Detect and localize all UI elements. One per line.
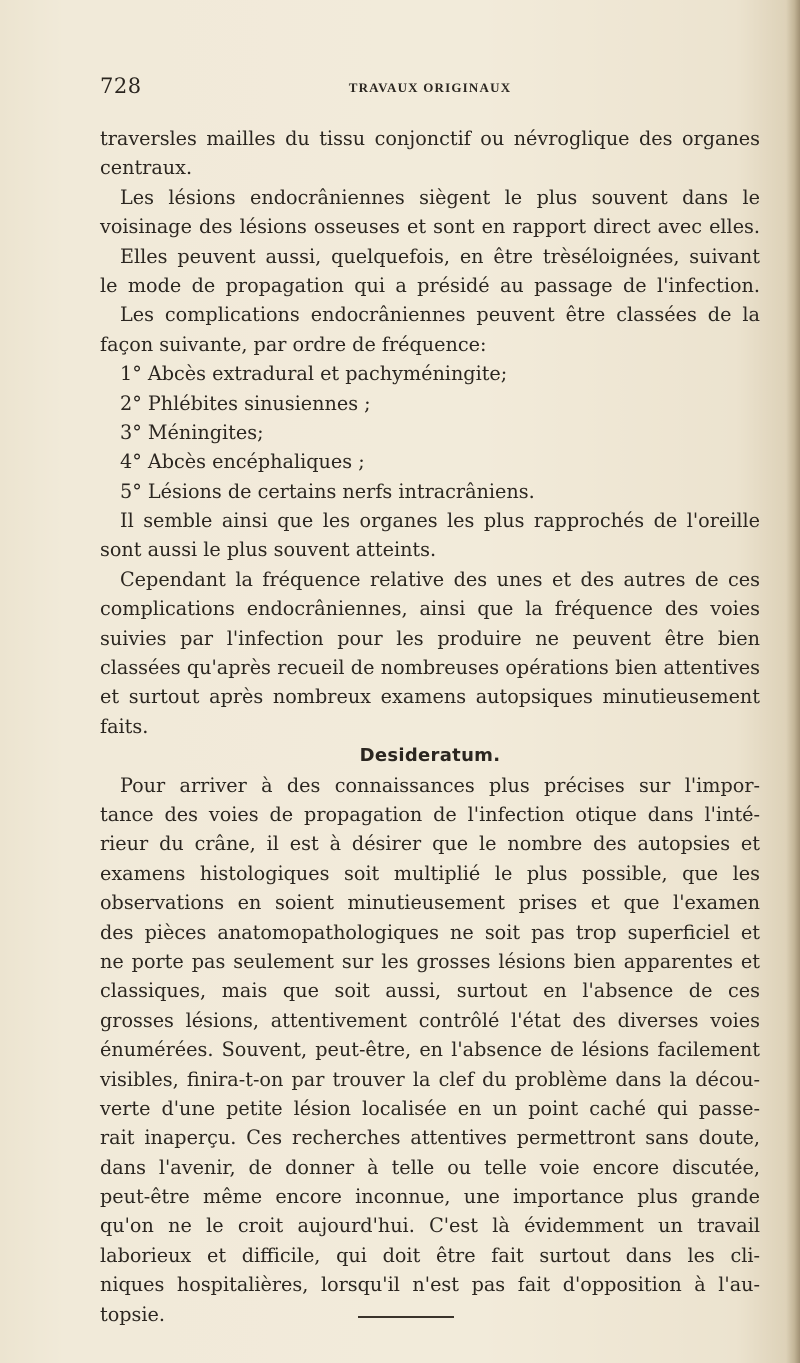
text-line: examens histologiques soit multiplié le plus possible, que les <box>100 861 760 885</box>
page-edge-shadow <box>786 0 800 1363</box>
text-line: laborieux et difficile, qui doit être fait surtout dans les cli- <box>100 1243 760 1267</box>
text-line: classées qu'après recueil de nombreuses opérations bien attentives <box>100 656 760 680</box>
text-line: ne porte pas seulement sur les grosses lésions bien apparentes et <box>100 949 760 973</box>
text-line: peut-être même encore inconnue, une importance plus grande <box>100 1185 760 1209</box>
text-line: grosses lésions, attentivement contrôlé l'état des diverses voies <box>100 1008 760 1032</box>
text-line: Elles peuvent aussi, quelquefois, en être trèséloignées, suivant <box>120 244 760 268</box>
text-line: visibles, finira-t-on par trouver la clef du problème dans la décou- <box>100 1067 760 1091</box>
text-line: suivies par l'infection pour les produire ne peuvent être bien <box>100 626 760 650</box>
list-item: 2° Phlébites sinusiennes ; <box>120 391 371 415</box>
running-head: TRAVAUX ORIGINAUX <box>348 80 512 95</box>
text-line: tance des voies de propagation de l'infection otique dans l'inté- <box>100 802 760 826</box>
page-number: 728 <box>100 74 142 98</box>
text-line: traversles mailles du tissu conjonctif ou névroglique des organes <box>100 127 760 150</box>
text-line: Les complications endocrâniennes peuvent être classées de la <box>120 303 760 327</box>
text-line: des pièces anatomopathologiques ne soit pas trop superficiel et <box>100 920 760 944</box>
text-line: faits. <box>100 714 149 738</box>
text-line: rait inaperçu. Ces recherches attentives permettront sans doute, <box>100 1126 760 1150</box>
text-line: niques hospitalières, lorsqu'il n'est pas fait d'opposition à l'au- <box>100 1273 760 1297</box>
text-line: voisinage des lésions osseuses et sont en rapport direct avec elles. <box>100 215 760 239</box>
text-line: énumérées. Souvent, peut-être, en l'absence de lésions facilement <box>100 1038 760 1062</box>
list-item: 3° Méningites; <box>120 420 264 444</box>
text-line: façon suivante, par ordre de fréquence: <box>100 332 487 356</box>
text-line: rieur du crâne, il est à désirer que le nombre des autopsies et <box>100 832 760 856</box>
text-line: observations en soient minutieusement prises et que l'examen <box>100 891 760 915</box>
text-line: centraux. <box>100 156 193 180</box>
page-header <box>100 74 760 104</box>
list-item: 5° Lésions de certains nerfs intracrâniens. <box>120 479 535 503</box>
text-line: Les lésions endocrâniennes siègent le plus souvent dans le <box>120 185 760 209</box>
text-line: verte d'une petite lésion localisée en un point caché qui passe- <box>100 1096 760 1120</box>
text-line: topsie. <box>100 1302 165 1326</box>
text-line: Il semble ainsi que les organes les plus rapprochés de l'oreille <box>120 509 760 533</box>
text-line: Cependant la fréquence relative des unes et des autres de ces <box>120 567 760 591</box>
text-line: le mode de propagation qui a présidé au passage de l'infection. <box>100 273 760 297</box>
end-rule-divider <box>358 1316 454 1318</box>
text-line: qu'on ne le croit aujourd'hui. C'est là évidemment un travail <box>100 1214 760 1238</box>
text-line: classiques, mais que soit aussi, surtout en l'absence de ces <box>100 979 760 1003</box>
text-line: dans l'avenir, de donner à telle ou telle voie encore discutée, <box>100 1155 760 1179</box>
section-heading: Desideratum. <box>359 745 501 767</box>
list-item: 1° Abcès extradural et pachyméningite; <box>120 362 508 386</box>
text-line: Pour arriver à des connaissances plus précises sur l'impor- <box>120 773 760 797</box>
body-text <box>100 124 760 1329</box>
text-line: sont aussi le plus souvent atteints. <box>100 538 437 562</box>
text-line: et surtout après nombreux examens autopsiques minutieusement <box>100 685 760 709</box>
text-line: complications endocrâniennes, ainsi que la fréquence des voies <box>100 597 760 621</box>
list-item: 4° Abcès encéphaliques ; <box>120 450 365 474</box>
